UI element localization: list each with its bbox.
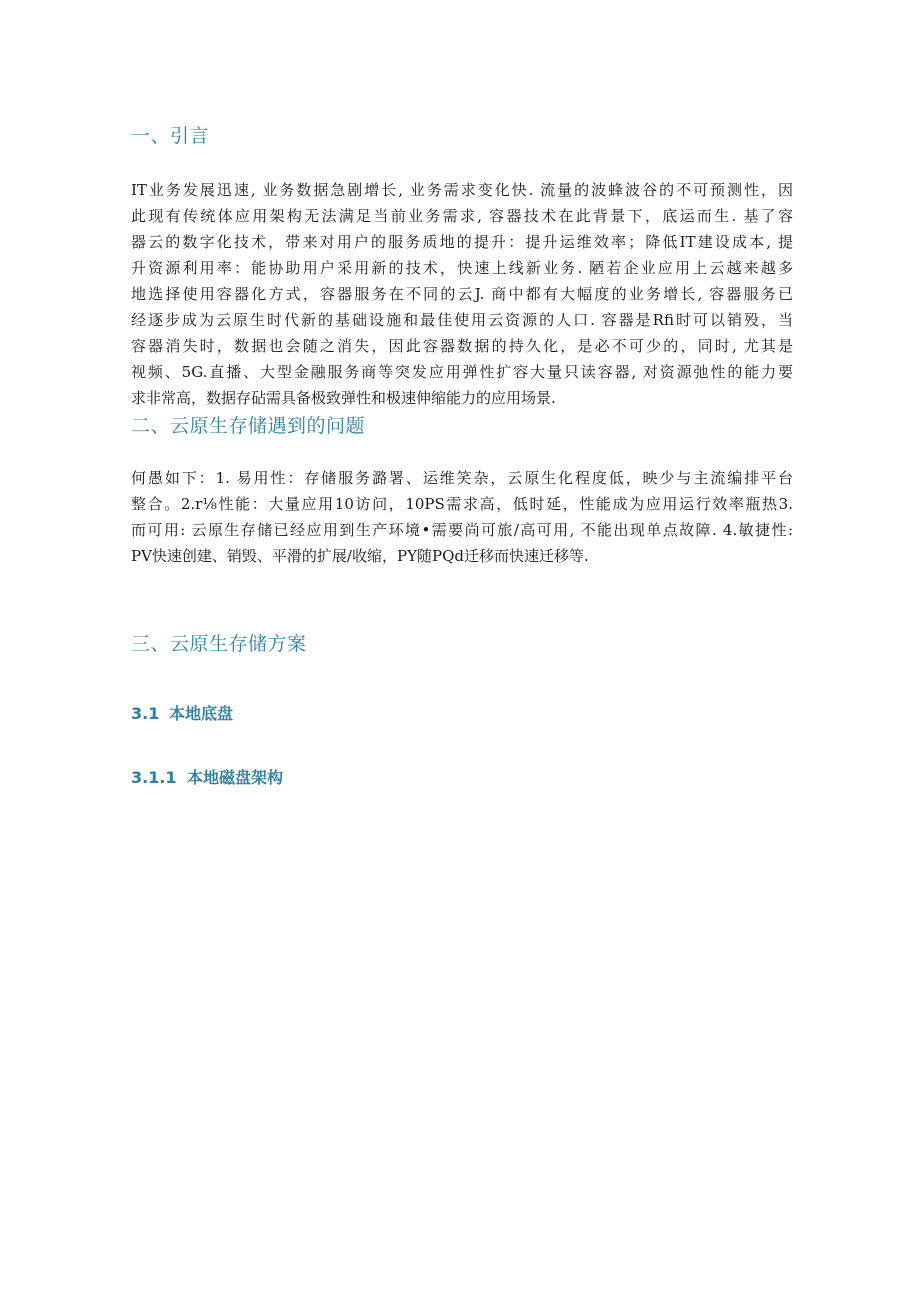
paragraph-line: 何愚如下：1. 易用性：存储服务潞署、运维笑杂，云原生化程度低，映少与主流编排平台 xyxy=(131,469,793,487)
section-heading-problems: 二、云原生存储遇到的问题 xyxy=(131,415,366,437)
subsubsection-label: 本地磁盘架构 xyxy=(187,768,284,787)
paragraph-line: PV快速创建、销毁、平滑的扩展/收缩，PY随PQd迁移而快速迁移等. xyxy=(131,547,589,565)
subsection-label: 本地底盘 xyxy=(169,704,234,723)
intro-paragraph xyxy=(131,177,793,411)
paragraph-line: 视频、5G.直播、大型金融服务商等突发应用弹性扩容大量只读容器, 对资源弛性的能力要 xyxy=(131,363,793,381)
paragraph-line: 升资源利用率：能协助用户采用新的技术，快速上线新业务. 陋若企业应用上云越来越多 xyxy=(131,259,793,277)
paragraph-line: 容器消失时，数据也会随之消失，因此容器数据的持久化，是必不可少的，同时, 尤其是 xyxy=(131,337,793,355)
paragraph-line: 整合。2.r⅛性能：大量应用10访问，10PS需求高，低时延，性能成为应用运行效率瓶热3. xyxy=(131,495,793,513)
paragraph-line: IT业务发展迅速, 业务数据急剧增长, 业务需求变化快. 流量的波蜂波谷的不可预测性，因 xyxy=(131,181,793,199)
section-heading-solution: 三、云原生存储方案 xyxy=(131,633,307,655)
paragraph-line: 经逐步成为云原生时代新的基础设施和最佳使用云资源的人口. 容器是Rfi时可以销殁，当 xyxy=(131,311,793,329)
problems-paragraph xyxy=(131,465,793,569)
paragraph-line: 器云的数字化技术，带来对用户的服务质地的提升：提升运维效率；降低IT建设成本, 提 xyxy=(131,233,793,251)
subsection-number: 3.1 xyxy=(131,704,160,723)
paragraph-line: 求非常高，数据存砧需具备极致弹性和极速伸缩能力的应用场景. xyxy=(131,389,556,407)
subsubsection-heading-3-1-1 xyxy=(131,767,283,789)
subsubsection-number: 3.1.1 xyxy=(131,768,177,787)
paragraph-line: 地选择使用容器化方式，容器服务在不同的云J. 商中都有大幅度的业务增长, 容器服务已 xyxy=(131,285,793,303)
subsection-heading-3-1 xyxy=(131,703,233,725)
paragraph-line: 此现有传统体应用架构无法满足当前业务需求, 容器技术在此背景下，底运而生. 基了容 xyxy=(131,207,793,225)
paragraph-line: 而可用: 云原生存储已经应用到生产环境•需要尚可旅/高可用, 不能出现单点故障. 4.敏捷性: xyxy=(131,521,793,539)
section-heading-intro: 一、引言 xyxy=(131,125,210,147)
